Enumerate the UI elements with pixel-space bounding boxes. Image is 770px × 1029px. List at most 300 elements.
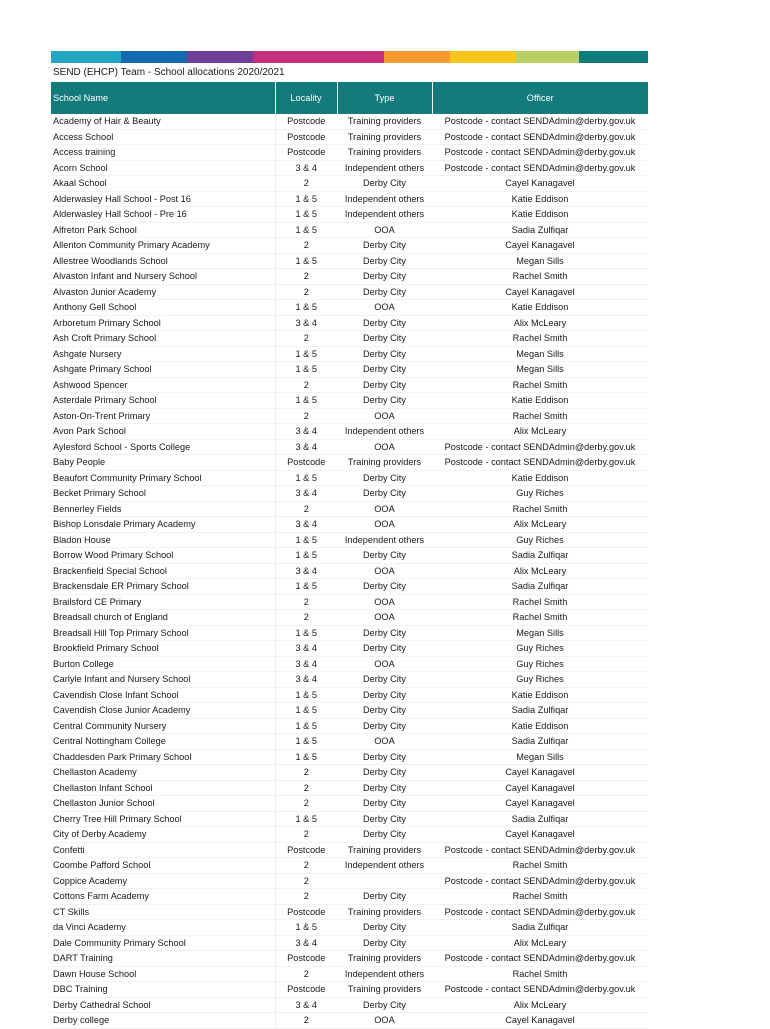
locality-cell: 1 & 5	[275, 207, 337, 223]
type-cell: Derby City	[337, 238, 432, 254]
locality-cell: 2	[275, 176, 337, 192]
type-cell: OOA	[337, 1013, 432, 1029]
officer-cell: Katie Eddison	[432, 687, 648, 703]
officer-cell: Rachel Smith	[432, 858, 648, 874]
school-name-cell: Derby Cathedral School	[51, 997, 275, 1013]
school-name-cell: Chellaston Junior School	[51, 796, 275, 812]
table-row	[51, 486, 648, 502]
school-name-cell: Bishop Lonsdale Primary Academy	[51, 517, 275, 533]
officer-cell: Alix McLeary	[432, 997, 648, 1013]
school-name-cell: Beaufort Community Primary School	[51, 470, 275, 486]
type-cell: Derby City	[337, 780, 432, 796]
color-segment	[187, 51, 253, 63]
locality-cell: 3 & 4	[275, 439, 337, 455]
school-name-cell: DBC Training	[51, 982, 275, 998]
locality-cell: 1 & 5	[275, 222, 337, 238]
column-header-school-name: School Name	[51, 82, 275, 114]
type-cell: Derby City	[337, 176, 432, 192]
school-name-cell: Akaal School	[51, 176, 275, 192]
type-cell: Independent others	[337, 966, 432, 982]
type-cell: Independent others	[337, 160, 432, 176]
school-name-cell: Chaddesden Park Primary School	[51, 749, 275, 765]
locality-cell: 3 & 4	[275, 160, 337, 176]
officer-cell: Alix McLeary	[432, 424, 648, 440]
type-cell: Training providers	[337, 145, 432, 161]
table-row	[51, 145, 648, 161]
school-name-cell: Bennerley Fields	[51, 501, 275, 517]
officer-cell: Cayel Kanagavel	[432, 765, 648, 781]
school-name-cell: Asterdale Primary School	[51, 393, 275, 409]
officer-cell: Postcode - contact SENDAdmin@derby.gov.uk	[432, 951, 648, 967]
officer-cell: Rachel Smith	[432, 966, 648, 982]
locality-cell: 3 & 4	[275, 641, 337, 657]
type-cell: Derby City	[337, 393, 432, 409]
locality-cell: 3 & 4	[275, 315, 337, 331]
officer-cell: Rachel Smith	[432, 594, 648, 610]
locality-cell: 1 & 5	[275, 811, 337, 827]
type-cell: Derby City	[337, 625, 432, 641]
type-cell: Training providers	[337, 455, 432, 471]
locality-cell: 1 & 5	[275, 687, 337, 703]
officer-cell: Postcode - contact SENDAdmin@derby.gov.uk	[432, 904, 648, 920]
table-row	[51, 253, 648, 269]
officer-cell: Cayel Kanagavel	[432, 827, 648, 843]
officer-cell: Sadia Zulfiqar	[432, 734, 648, 750]
locality-cell: 1 & 5	[275, 253, 337, 269]
table-row	[51, 207, 648, 223]
locality-cell: 1 & 5	[275, 579, 337, 595]
type-cell: Derby City	[337, 672, 432, 688]
type-cell: Derby City	[337, 346, 432, 362]
locality-cell: 1 & 5	[275, 718, 337, 734]
type-cell: Derby City	[337, 718, 432, 734]
officer-cell: Alix McLeary	[432, 517, 648, 533]
type-cell: OOA	[337, 439, 432, 455]
table-row	[51, 393, 648, 409]
table-row	[51, 904, 648, 920]
table-row	[51, 765, 648, 781]
school-name-cell: Alvaston Junior Academy	[51, 284, 275, 300]
locality-cell: 1 & 5	[275, 548, 337, 564]
locality-cell: 2	[275, 796, 337, 812]
officer-cell: Guy Riches	[432, 486, 648, 502]
locality-cell: 3 & 4	[275, 563, 337, 579]
table-row	[51, 315, 648, 331]
locality-cell: 3 & 4	[275, 486, 337, 502]
type-cell: Training providers	[337, 982, 432, 998]
locality-cell: 2	[275, 610, 337, 626]
table-row	[51, 362, 648, 378]
table-row	[51, 129, 648, 145]
officer-cell: Sadia Zulfiqar	[432, 703, 648, 719]
school-name-cell: Cavendish Close Junior Academy	[51, 703, 275, 719]
type-cell: OOA	[337, 594, 432, 610]
locality-cell: Postcode	[275, 455, 337, 471]
table-row	[51, 346, 648, 362]
table-row	[51, 982, 648, 998]
officer-cell: Postcode - contact SENDAdmin@derby.gov.uk	[432, 114, 648, 129]
locality-cell: 1 & 5	[275, 191, 337, 207]
table-row	[51, 889, 648, 905]
type-cell: Derby City	[337, 765, 432, 781]
column-header-officer: Officer	[432, 82, 648, 114]
color-segment	[253, 51, 384, 63]
school-name-cell: Arboretum Primary School	[51, 315, 275, 331]
locality-cell: Postcode	[275, 114, 337, 129]
officer-cell: Guy Riches	[432, 672, 648, 688]
type-cell: Training providers	[337, 129, 432, 145]
table-row	[51, 424, 648, 440]
school-name-cell: Acorn School	[51, 160, 275, 176]
table-row	[51, 1013, 648, 1029]
school-name-cell: Ashgate Primary School	[51, 362, 275, 378]
school-name-cell: Alfreton Park School	[51, 222, 275, 238]
school-name-cell: Alvaston Infant and Nursery School	[51, 269, 275, 285]
officer-cell: Postcode - contact SENDAdmin@derby.gov.uk	[432, 982, 648, 998]
locality-cell: 1 & 5	[275, 346, 337, 362]
type-cell: Derby City	[337, 749, 432, 765]
column-header-type: Type	[337, 82, 432, 114]
officer-cell: Katie Eddison	[432, 207, 648, 223]
locality-cell: 2	[275, 873, 337, 889]
officer-cell: Megan Sills	[432, 253, 648, 269]
locality-cell: 1 & 5	[275, 362, 337, 378]
school-name-cell: Central Community Nursery	[51, 718, 275, 734]
table-row	[51, 377, 648, 393]
locality-cell: 1 & 5	[275, 734, 337, 750]
color-banner	[51, 51, 648, 63]
officer-cell: Alix McLeary	[432, 315, 648, 331]
officer-cell: Alix McLeary	[432, 935, 648, 951]
school-name-cell: Aston-On-Trent Primary	[51, 408, 275, 424]
school-name-cell: Alderwasley Hall School - Post 16	[51, 191, 275, 207]
table-row	[51, 300, 648, 316]
table-row	[51, 749, 648, 765]
locality-cell: 2	[275, 408, 337, 424]
school-name-cell: Breadsall church of England	[51, 610, 275, 626]
table-row	[51, 858, 648, 874]
color-segment	[121, 51, 187, 63]
type-cell: Derby City	[337, 796, 432, 812]
table-row	[51, 408, 648, 424]
locality-cell: 2	[275, 269, 337, 285]
officer-cell: Guy Riches	[432, 656, 648, 672]
officer-cell: Alix McLeary	[432, 563, 648, 579]
table-row	[51, 470, 648, 486]
officer-cell: Guy Riches	[432, 641, 648, 657]
school-name-cell: da Vinci Academy	[51, 920, 275, 936]
table-row	[51, 780, 648, 796]
table-row	[51, 548, 648, 564]
type-cell: OOA	[337, 408, 432, 424]
table-row	[51, 796, 648, 812]
table-row	[51, 176, 648, 192]
school-name-cell: Cherry Tree Hill Primary School	[51, 811, 275, 827]
school-name-cell: Access School	[51, 129, 275, 145]
school-name-cell: Allenton Community Primary Academy	[51, 238, 275, 254]
locality-cell: 3 & 4	[275, 656, 337, 672]
locality-cell: 2	[275, 889, 337, 905]
school-name-cell: Burton College	[51, 656, 275, 672]
table-row	[51, 222, 648, 238]
type-cell: Independent others	[337, 207, 432, 223]
officer-cell: Sadia Zulfiqar	[432, 222, 648, 238]
locality-cell: 2	[275, 765, 337, 781]
type-cell: OOA	[337, 734, 432, 750]
officer-cell: Cayel Kanagavel	[432, 796, 648, 812]
locality-cell: 2	[275, 1013, 337, 1029]
officer-cell: Rachel Smith	[432, 377, 648, 393]
table-row	[51, 656, 648, 672]
table-row	[51, 191, 648, 207]
table-row	[51, 517, 648, 533]
table-row	[51, 331, 648, 347]
officer-cell: Katie Eddison	[432, 300, 648, 316]
school-name-cell: City of Derby Academy	[51, 827, 275, 843]
officer-cell: Postcode - contact SENDAdmin@derby.gov.uk	[432, 455, 648, 471]
school-name-cell: Chellaston Infant School	[51, 780, 275, 796]
table-row	[51, 439, 648, 455]
officer-cell: Sadia Zulfiqar	[432, 579, 648, 595]
officer-cell: Postcode - contact SENDAdmin@derby.gov.uk	[432, 842, 648, 858]
locality-cell: 2	[275, 966, 337, 982]
locality-cell: 2	[275, 501, 337, 517]
school-name-cell: Borrow Wood Primary School	[51, 548, 275, 564]
locality-cell: 2	[275, 331, 337, 347]
school-name-cell: Brackenfield Special School	[51, 563, 275, 579]
type-cell: OOA	[337, 610, 432, 626]
school-allocations-table	[51, 82, 648, 1029]
officer-cell: Cayel Kanagavel	[432, 780, 648, 796]
officer-cell: Katie Eddison	[432, 191, 648, 207]
school-name-cell: Ash Croft Primary School	[51, 331, 275, 347]
table-header-row	[51, 82, 648, 114]
locality-cell: Postcode	[275, 982, 337, 998]
locality-cell: 1 & 5	[275, 470, 337, 486]
type-cell: Independent others	[337, 858, 432, 874]
officer-cell: Rachel Smith	[432, 889, 648, 905]
officer-cell: Cayel Kanagavel	[432, 1013, 648, 1029]
table-row	[51, 935, 648, 951]
officer-cell: Postcode - contact SENDAdmin@derby.gov.uk	[432, 160, 648, 176]
type-cell: Derby City	[337, 253, 432, 269]
locality-cell: 1 & 5	[275, 532, 337, 548]
school-name-cell: Allestree Woodlands School	[51, 253, 275, 269]
officer-cell: Megan Sills	[432, 625, 648, 641]
table-row	[51, 687, 648, 703]
officer-cell: Megan Sills	[432, 362, 648, 378]
type-cell: Derby City	[337, 315, 432, 331]
officer-cell: Katie Eddison	[432, 393, 648, 409]
type-cell: Training providers	[337, 842, 432, 858]
officer-cell: Postcode - contact SENDAdmin@derby.gov.uk	[432, 873, 648, 889]
type-cell: OOA	[337, 222, 432, 238]
page-title: SEND (EHCP) Team - School allocations 2020/2021	[53, 67, 285, 78]
locality-cell: 2	[275, 827, 337, 843]
officer-cell: Guy Riches	[432, 532, 648, 548]
officer-cell: Cayel Kanagavel	[432, 176, 648, 192]
table-row	[51, 842, 648, 858]
table-row	[51, 501, 648, 517]
table-row	[51, 160, 648, 176]
school-name-cell: Access training	[51, 145, 275, 161]
table-row	[51, 238, 648, 254]
locality-cell: 2	[275, 780, 337, 796]
type-cell: Training providers	[337, 904, 432, 920]
table-row	[51, 114, 648, 129]
officer-cell: Sadia Zulfiqar	[432, 811, 648, 827]
table-row	[51, 966, 648, 982]
type-cell: Derby City	[337, 486, 432, 502]
locality-cell: 2	[275, 284, 337, 300]
school-name-cell: Coombe Pafford School	[51, 858, 275, 874]
type-cell: Derby City	[337, 269, 432, 285]
school-name-cell: Academy of Hair & Beauty	[51, 114, 275, 129]
type-cell: OOA	[337, 656, 432, 672]
type-cell: Derby City	[337, 811, 432, 827]
officer-cell: Postcode - contact SENDAdmin@derby.gov.uk	[432, 145, 648, 161]
locality-cell: 2	[275, 377, 337, 393]
type-cell: Independent others	[337, 424, 432, 440]
type-cell: OOA	[337, 501, 432, 517]
type-cell: Derby City	[337, 935, 432, 951]
type-cell: Derby City	[337, 687, 432, 703]
color-segment	[516, 51, 579, 63]
table-row	[51, 703, 648, 719]
locality-cell: 3 & 4	[275, 517, 337, 533]
school-name-cell: Cottons Farm Academy	[51, 889, 275, 905]
school-name-cell: Alderwasley Hall School - Pre 16	[51, 207, 275, 223]
school-name-cell: Breadsall Hill Top Primary School	[51, 625, 275, 641]
table-row	[51, 997, 648, 1013]
locality-cell: 3 & 4	[275, 997, 337, 1013]
type-cell: Derby City	[337, 377, 432, 393]
school-name-cell: Brackensdale ER Primary School	[51, 579, 275, 595]
color-segment	[450, 51, 516, 63]
color-segment	[51, 51, 121, 63]
school-name-cell: Ashgate Nursery	[51, 346, 275, 362]
type-cell: Derby City	[337, 827, 432, 843]
school-name-cell: Central Nottingham College	[51, 734, 275, 750]
school-name-cell: Anthony Gell School	[51, 300, 275, 316]
school-name-cell: Derby college	[51, 1013, 275, 1029]
officer-cell: Katie Eddison	[432, 718, 648, 734]
type-cell: Training providers	[337, 951, 432, 967]
school-name-cell: Dale Community Primary School	[51, 935, 275, 951]
locality-cell: 1 & 5	[275, 393, 337, 409]
table-row	[51, 920, 648, 936]
locality-cell: Postcode	[275, 904, 337, 920]
school-name-cell: Dawn House School	[51, 966, 275, 982]
type-cell: Derby City	[337, 920, 432, 936]
officer-cell: Postcode - contact SENDAdmin@derby.gov.uk	[432, 129, 648, 145]
table-row	[51, 625, 648, 641]
school-name-cell: Ashwood Spencer	[51, 377, 275, 393]
type-cell: Derby City	[337, 470, 432, 486]
table-row	[51, 734, 648, 750]
locality-cell: 1 & 5	[275, 625, 337, 641]
type-cell: OOA	[337, 563, 432, 579]
school-name-cell: Chellaston Academy	[51, 765, 275, 781]
table-row	[51, 811, 648, 827]
table-row	[51, 269, 648, 285]
table-row	[51, 873, 648, 889]
officer-cell: Cayel Kanagavel	[432, 238, 648, 254]
school-name-cell: Avon Park School	[51, 424, 275, 440]
locality-cell: 1 & 5	[275, 300, 337, 316]
officer-cell: Rachel Smith	[432, 408, 648, 424]
school-name-cell: DART Training	[51, 951, 275, 967]
officer-cell: Megan Sills	[432, 346, 648, 362]
locality-cell: 2	[275, 858, 337, 874]
locality-cell: 2	[275, 594, 337, 610]
locality-cell: 1 & 5	[275, 920, 337, 936]
officer-cell: Rachel Smith	[432, 610, 648, 626]
locality-cell: 3 & 4	[275, 424, 337, 440]
table-row	[51, 455, 648, 471]
type-cell: Derby City	[337, 889, 432, 905]
column-header-locality: Locality	[275, 82, 337, 114]
school-name-cell: Brookfield Primary School	[51, 641, 275, 657]
color-segment	[579, 51, 648, 63]
table-row	[51, 827, 648, 843]
type-cell: Derby City	[337, 703, 432, 719]
type-cell: Independent others	[337, 191, 432, 207]
type-cell: Derby City	[337, 641, 432, 657]
locality-cell: 3 & 4	[275, 672, 337, 688]
table-row	[51, 579, 648, 595]
type-cell: Derby City	[337, 284, 432, 300]
table-row	[51, 951, 648, 967]
type-cell: OOA	[337, 300, 432, 316]
locality-cell: 1 & 5	[275, 749, 337, 765]
school-name-cell: Aylesford School - Sports College	[51, 439, 275, 455]
school-name-cell: Baby People	[51, 455, 275, 471]
officer-cell: Rachel Smith	[432, 501, 648, 517]
type-cell: Derby City	[337, 997, 432, 1013]
type-cell	[337, 873, 432, 889]
officer-cell: Rachel Smith	[432, 269, 648, 285]
officer-cell: Sadia Zulfiqar	[432, 548, 648, 564]
type-cell: Derby City	[337, 331, 432, 347]
officer-cell: Katie Eddison	[432, 470, 648, 486]
type-cell: Training providers	[337, 114, 432, 129]
school-name-cell: Carlyle Infant and Nursery School	[51, 672, 275, 688]
type-cell: Independent others	[337, 532, 432, 548]
school-name-cell: Confetti	[51, 842, 275, 858]
table-row	[51, 563, 648, 579]
school-name-cell: CT Skills	[51, 904, 275, 920]
officer-cell: Rachel Smith	[432, 331, 648, 347]
locality-cell: Postcode	[275, 842, 337, 858]
officer-cell: Megan Sills	[432, 749, 648, 765]
table-row	[51, 718, 648, 734]
table-row	[51, 641, 648, 657]
type-cell: Derby City	[337, 548, 432, 564]
locality-cell: Postcode	[275, 951, 337, 967]
school-name-cell: Brailsford CE Primary	[51, 594, 275, 610]
locality-cell: 1 & 5	[275, 703, 337, 719]
locality-cell: Postcode	[275, 145, 337, 161]
officer-cell: Postcode - contact SENDAdmin@derby.gov.uk	[432, 439, 648, 455]
type-cell: OOA	[337, 517, 432, 533]
school-name-cell: Coppice Academy	[51, 873, 275, 889]
locality-cell: 3 & 4	[275, 935, 337, 951]
color-segment	[384, 51, 450, 63]
table-row	[51, 594, 648, 610]
locality-cell: 2	[275, 238, 337, 254]
table-row	[51, 532, 648, 548]
